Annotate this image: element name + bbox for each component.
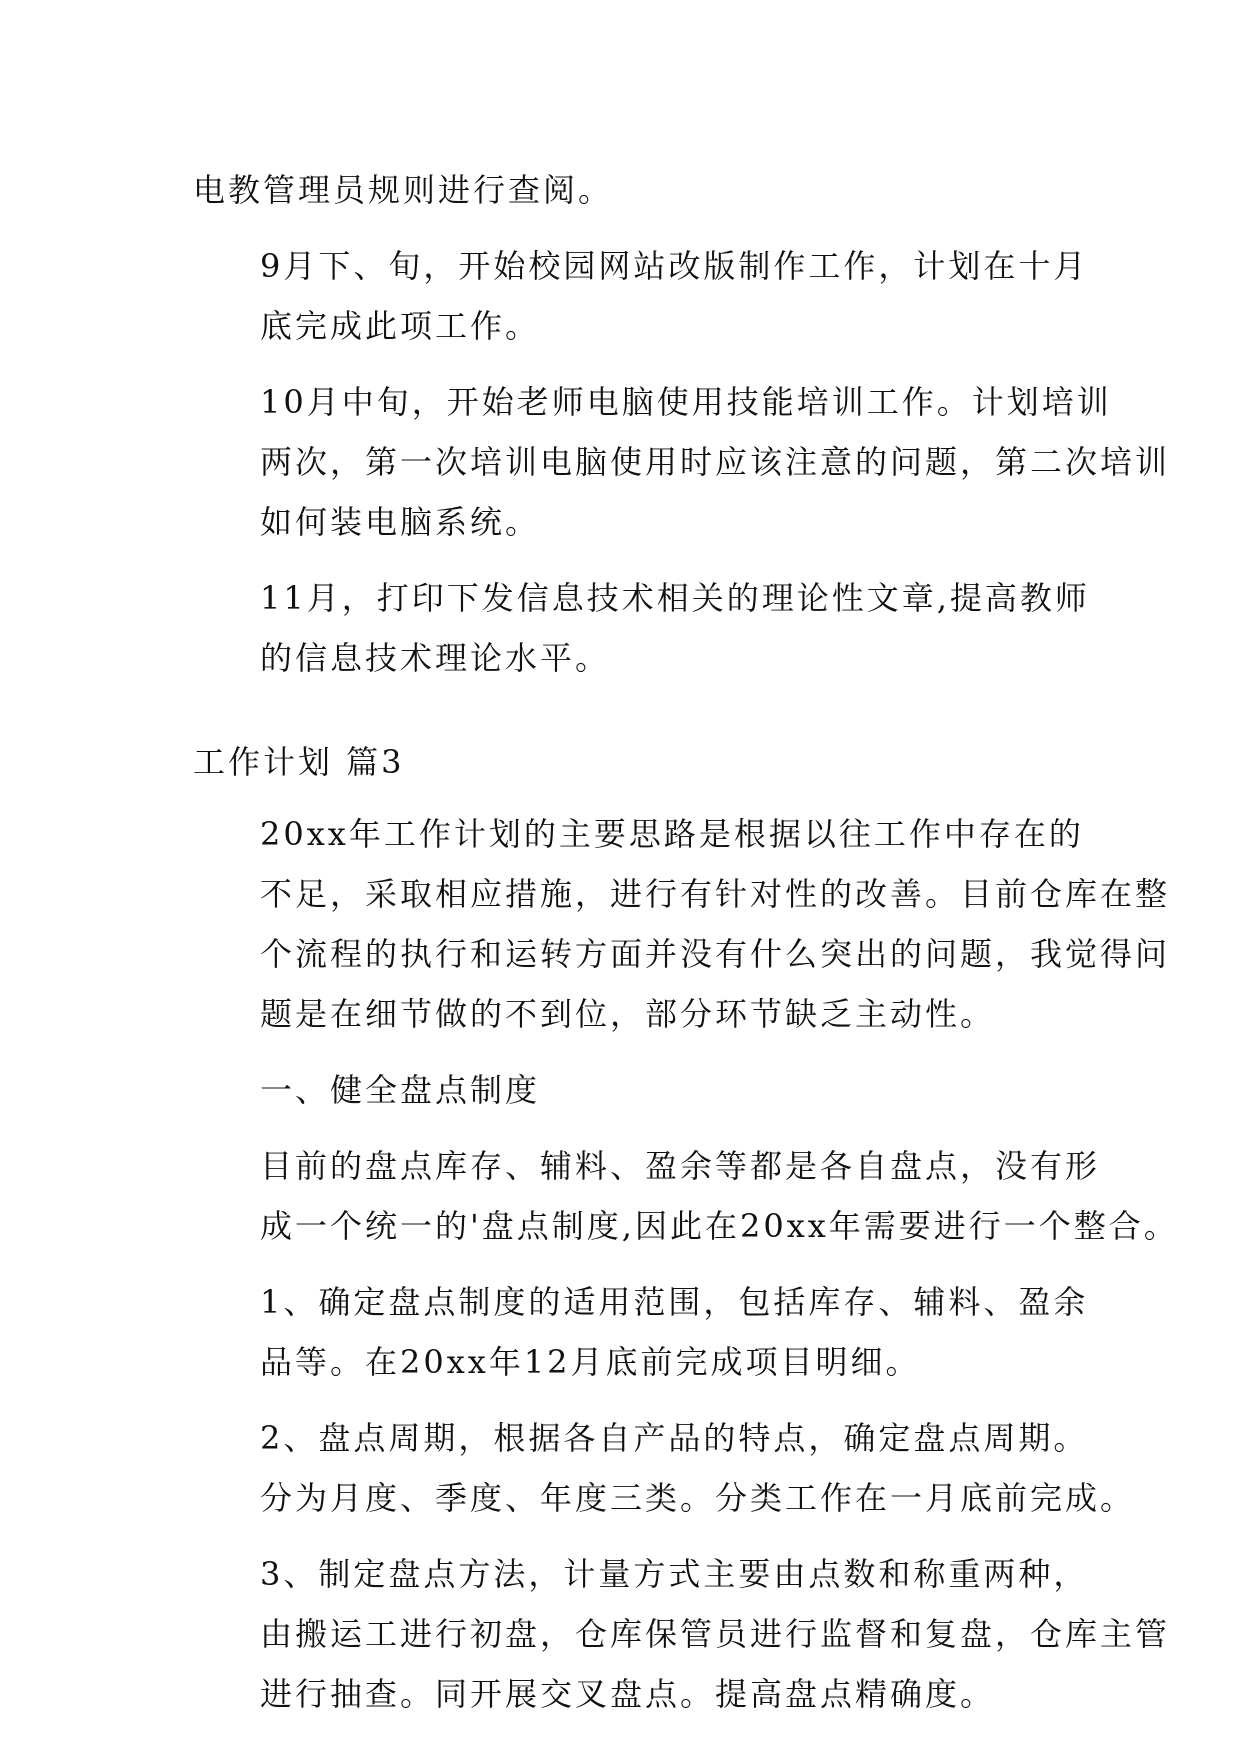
text-line: 目前的盘点库存、辅料、盈余等都是各自盘点，没有形	[260, 1147, 1101, 1185]
paragraph	[193, 568, 1090, 688]
document-body	[193, 160, 1179, 1740]
paragraph	[193, 160, 1053, 220]
text-line: 由搬运工进行初盘，仓库保管员进行监督和复盘，仓库主管	[260, 1615, 1171, 1653]
paragraph	[193, 236, 1089, 356]
text-line: 不足，采取相应措施，进行有针对性的改善。目前仓库在整	[260, 875, 1171, 913]
text-line: 个流程的执行和运转方面并没有什么突出的问题，我觉得问	[260, 935, 1171, 973]
text-line: 2、盘点周期，根据各自产品的特点，确定盘点周期。	[260, 1419, 1089, 1457]
text-line: 分为月度、季度、年度三类。分类工作在一月底前完成。	[260, 1479, 1136, 1517]
text-line: 两次，第一次培训电脑使用时应该注意的问题，第二次培训	[260, 443, 1171, 481]
text-line: 题是在细节做的不到位，部分环节缺乏主动性。	[260, 995, 996, 1033]
paragraph	[193, 1408, 1136, 1528]
text-line: 的信息技术理论水平。	[260, 639, 611, 677]
paragraph	[193, 372, 1171, 552]
paragraph	[193, 1060, 1053, 1120]
paragraph	[193, 1544, 1171, 1724]
paragraph	[193, 804, 1171, 1044]
paragraph	[193, 1136, 1179, 1256]
text-line: 11月，打印下发信息技术相关的理论性文章,提高教师	[260, 579, 1090, 617]
text-line: 3、制定盘点方法，计量方式主要由点数和称重两种，	[260, 1555, 1089, 1593]
text-line: 成一个统一的'盘点制度,因此在20xx年需要进行一个整合。	[260, 1207, 1179, 1245]
text-line: 10月中旬，开始老师电脑使用技能培训工作。计划培训	[260, 383, 1112, 421]
text-line: 20xx年工作计划的主要思路是根据以往工作中存在的	[260, 815, 1084, 853]
section-title	[193, 732, 1053, 792]
paragraph	[193, 1272, 1089, 1392]
text-line: 一、健全盘点制度	[260, 1071, 541, 1109]
text-line: 1、确定盘点制度的适用范围，包括库存、辅料、盈余	[260, 1283, 1089, 1321]
text-line: 进行抽查。同开展交叉盘点。提高盘点精确度。	[260, 1675, 996, 1713]
text-line: 工作计划 篇3	[193, 743, 405, 781]
text-line: 底完成此项工作。	[260, 307, 541, 345]
text-line: 品等。在20xx年12月底前完成项目明细。	[260, 1343, 921, 1381]
text-line: 9月下、旬，开始校园网站改版制作工作，计划在十月	[260, 247, 1089, 285]
text-line: 电教管理员规则进行查阅。	[193, 171, 614, 209]
text-line: 如何装电脑系统。	[260, 503, 541, 541]
